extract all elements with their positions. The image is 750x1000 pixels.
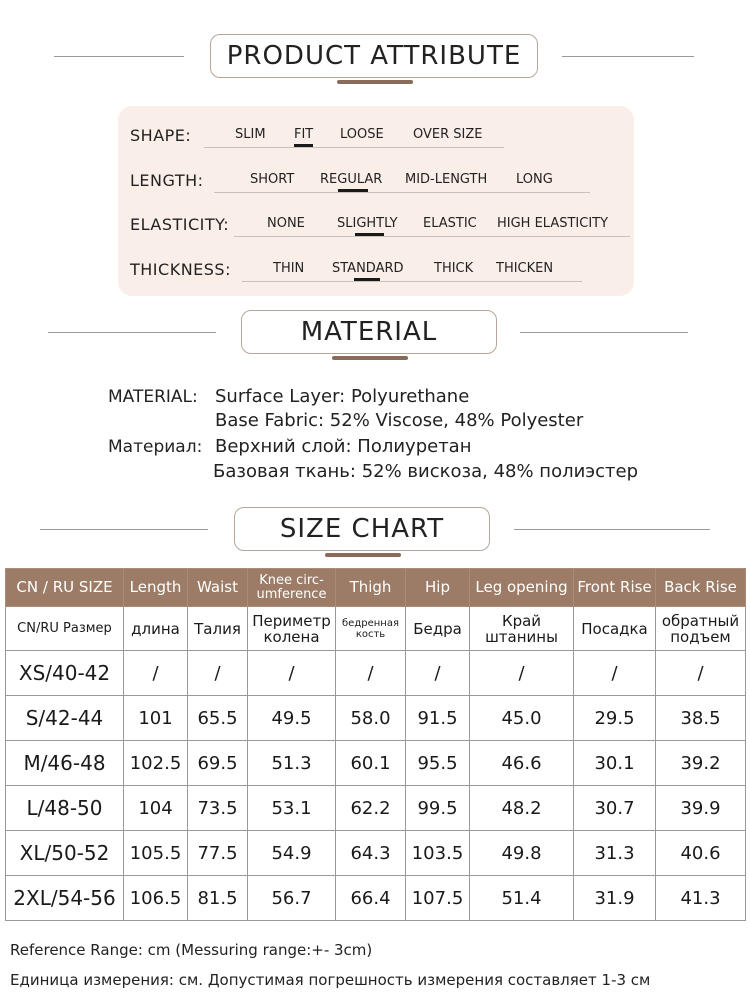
attr-option: NONE <box>267 216 305 231</box>
value-cell: / <box>248 651 336 696</box>
attr-label: THICKNESS: <box>130 260 231 279</box>
attr-option: SHORT <box>250 172 295 187</box>
header-pill <box>210 34 538 78</box>
header-cell: Hip <box>406 569 470 607</box>
header-cell: Waist <box>188 569 248 607</box>
header-underbar <box>325 553 401 557</box>
attr-option: LONG <box>516 172 553 187</box>
value-cell: / <box>188 651 248 696</box>
value-cell: 40.6 <box>656 831 746 876</box>
value-cell: 31.3 <box>574 831 656 876</box>
value-cell: 39.2 <box>656 741 746 786</box>
section-title-size-chart: SIZE CHART <box>279 514 445 544</box>
material-en-line1: Surface Layer: Polyurethane <box>215 386 470 407</box>
value-cell: 106.5 <box>124 876 188 921</box>
size-cell: M/46-48 <box>6 741 124 786</box>
attr-option-selected: STANDARD <box>332 261 404 276</box>
value-cell: 95.5 <box>406 741 470 786</box>
attr-option-selected: REGULAR <box>320 172 382 187</box>
table-row <box>6 741 746 786</box>
value-cell: 45.0 <box>470 696 574 741</box>
value-cell: 73.5 <box>188 786 248 831</box>
value-cell: 77.5 <box>188 831 248 876</box>
header-cell: Length <box>124 569 188 607</box>
value-cell: 58.0 <box>336 696 406 741</box>
attr-option: LOOSE <box>340 127 384 142</box>
attr-divider <box>234 236 630 237</box>
value-cell: 91.5 <box>406 696 470 741</box>
attr-option: THIN <box>273 261 305 276</box>
value-cell: 65.5 <box>188 696 248 741</box>
header-rule-right <box>520 332 688 333</box>
value-cell: 56.7 <box>248 876 336 921</box>
header-pill <box>234 507 490 551</box>
header-rule-left <box>48 332 216 333</box>
material-key-ru: Материал: <box>108 437 203 457</box>
table-row <box>6 831 746 876</box>
attr-option: THICK <box>434 261 474 276</box>
footnote-ru: Единица измерения: см. Допустимая погрешность измерения составляет 1-3 см <box>10 971 651 989</box>
value-cell: 104 <box>124 786 188 831</box>
size-cell: L/48-50 <box>6 786 124 831</box>
table-row <box>6 696 746 741</box>
ru-header-cell: Талия <box>188 607 248 651</box>
value-cell: 69.5 <box>188 741 248 786</box>
selected-underline <box>338 189 368 192</box>
selected-underline <box>355 233 384 236</box>
value-cell: 30.1 <box>574 741 656 786</box>
value-cell: / <box>336 651 406 696</box>
attr-divider <box>214 192 590 193</box>
value-cell: 60.1 <box>336 741 406 786</box>
header-cell: CN / RU SIZE <box>6 569 124 607</box>
attr-row-elasticity <box>130 207 630 237</box>
attr-divider <box>242 281 582 282</box>
value-cell: 38.5 <box>656 696 746 741</box>
attr-row-thickness <box>130 252 630 282</box>
table-row <box>6 786 746 831</box>
header-underbar <box>337 80 413 84</box>
section-header-size-chart <box>0 507 750 555</box>
size-chart-table <box>5 568 746 921</box>
value-cell: 51.3 <box>248 741 336 786</box>
attr-option-selected: FIT <box>294 127 313 142</box>
table-header-row <box>6 569 746 607</box>
attr-label: LENGTH: <box>130 171 204 190</box>
selected-underline <box>294 144 313 147</box>
attr-label: SHAPE: <box>130 126 192 145</box>
footnote-en: Reference Range: cm (Messuring range:+- 3cm) <box>10 941 373 959</box>
header-cell: Knee circ-umference <box>248 569 336 607</box>
attr-row-length <box>130 163 630 193</box>
size-cell: XS/40-42 <box>6 651 124 696</box>
ru-header-cell: бедренная кость <box>336 607 406 651</box>
size-cell: XL/50-52 <box>6 831 124 876</box>
selected-underline <box>354 278 380 281</box>
value-cell: 49.5 <box>248 696 336 741</box>
ru-header-cell: Край штанины <box>470 607 574 651</box>
attr-option-selected: SLIGHTLY <box>337 216 398 231</box>
value-cell: 53.1 <box>248 786 336 831</box>
ru-header-cell: длина <box>124 607 188 651</box>
value-cell: 107.5 <box>406 876 470 921</box>
section-title-material: MATERIAL <box>300 317 438 347</box>
attr-option: THICKEN <box>496 261 554 276</box>
section-title-attribute: PRODUCT ATTRIBUTE <box>226 41 522 71</box>
section-header-attribute <box>0 34 750 82</box>
table-header-ru-row <box>6 607 746 651</box>
value-cell: / <box>470 651 574 696</box>
header-rule-left <box>54 56 184 57</box>
ru-header-cell: CN/RU Размер <box>6 607 124 651</box>
value-cell: 103.5 <box>406 831 470 876</box>
header-cell: Front Rise <box>574 569 656 607</box>
attr-option: MID-LENGTH <box>405 172 488 187</box>
attr-label: ELASTICITY: <box>130 215 230 234</box>
table-row <box>6 876 746 921</box>
header-rule-right <box>562 56 694 57</box>
value-cell: 29.5 <box>574 696 656 741</box>
ru-header-cell: Посадка <box>574 607 656 651</box>
attribute-panel <box>118 106 634 296</box>
size-cell: S/42-44 <box>6 696 124 741</box>
value-cell: 49.8 <box>470 831 574 876</box>
table-row <box>6 651 746 696</box>
value-cell: 48.2 <box>470 786 574 831</box>
material-key-en: MATERIAL: <box>108 387 198 407</box>
value-cell: / <box>406 651 470 696</box>
ru-header-cell: обратный подъем <box>656 607 746 651</box>
value-cell: 41.3 <box>656 876 746 921</box>
value-cell: 66.4 <box>336 876 406 921</box>
header-cell: Thigh <box>336 569 406 607</box>
value-cell: 31.9 <box>574 876 656 921</box>
header-cell: Back Rise <box>656 569 746 607</box>
value-cell: / <box>574 651 656 696</box>
material-ru-line1: Верхний слой: Полиуретан <box>215 436 472 457</box>
header-pill <box>241 310 497 354</box>
header-cell: Leg opening <box>470 569 574 607</box>
header-rule-left <box>40 529 208 530</box>
header-rule-right <box>514 529 710 530</box>
value-cell: 101 <box>124 696 188 741</box>
material-en-line2: Base Fabric: 52% Viscose, 48% Polyester <box>215 410 584 431</box>
material-ru-line2: Базовая ткань: 52% вискоза, 48% полиэстер <box>213 461 639 482</box>
attr-option: OVER SIZE <box>413 127 483 142</box>
ru-header-cell: Периметр колена <box>248 607 336 651</box>
value-cell: 64.3 <box>336 831 406 876</box>
attr-option: ELASTIC <box>423 216 477 231</box>
attr-option: HIGH ELASTICITY <box>497 216 609 231</box>
value-cell: 54.9 <box>248 831 336 876</box>
ru-header-cell: Бедра <box>406 607 470 651</box>
value-cell: / <box>656 651 746 696</box>
value-cell: 46.6 <box>470 741 574 786</box>
value-cell: 99.5 <box>406 786 470 831</box>
value-cell: 30.7 <box>574 786 656 831</box>
value-cell: 105.5 <box>124 831 188 876</box>
attr-divider <box>204 147 504 148</box>
value-cell: / <box>124 651 188 696</box>
value-cell: 39.9 <box>656 786 746 831</box>
attr-row-shape <box>130 118 630 148</box>
value-cell: 102.5 <box>124 741 188 786</box>
value-cell: 51.4 <box>470 876 574 921</box>
attr-option: SLIM <box>235 127 266 142</box>
section-header-material <box>0 310 750 358</box>
value-cell: 81.5 <box>188 876 248 921</box>
size-cell: 2XL/54-56 <box>6 876 124 921</box>
value-cell: 62.2 <box>336 786 406 831</box>
header-underbar <box>332 356 408 360</box>
